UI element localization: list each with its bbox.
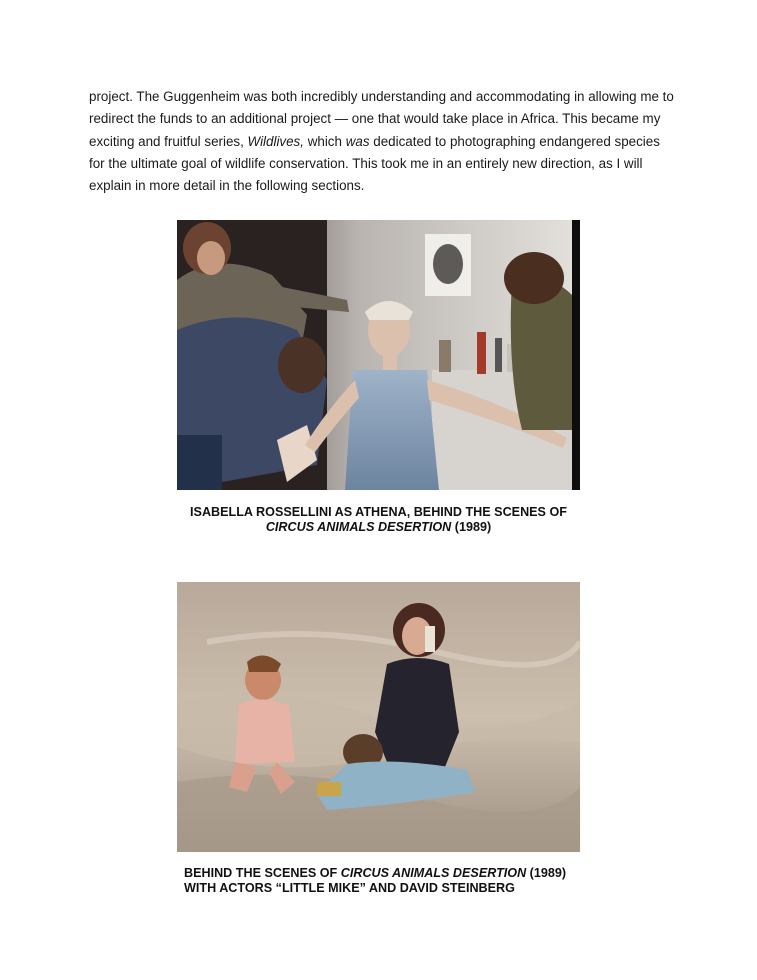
caption-film-title: CIRCUS ANIMALS DESERTION bbox=[265, 520, 452, 534]
caption-year: (1989) bbox=[529, 866, 567, 880]
caption-line bbox=[160, 520, 597, 535]
figure-caption-desert bbox=[184, 866, 604, 896]
paragraph-emphasis: was bbox=[345, 133, 370, 149]
caption-line: WITH ACTORS “LITTLE MIKE” AND DAVID STEINBERG bbox=[184, 881, 515, 895]
caption-prefix: BEHIND THE SCENES OF bbox=[184, 866, 338, 880]
body-paragraph bbox=[89, 86, 679, 197]
paragraph-text-2: which bbox=[307, 133, 342, 149]
figure-caption-athena bbox=[160, 505, 597, 535]
photo-athena-behind-the-scenes bbox=[177, 220, 580, 490]
paragraph-text-3: dedicated to photographing endangered species for the ultimate goal of wildlife conservation. This took me in an entirely new direction, as I will explain in more detail in the following sections. bbox=[89, 133, 660, 194]
caption-film-title: CIRCUS ANIMALS DESERTION bbox=[340, 866, 527, 880]
paragraph-text-1: project. The Guggenheim was both incredibly understanding and accommodating in allowing me to redirect the funds to an additional project — one that would take place in Africa. This became my exciting and fruitful series, bbox=[89, 89, 674, 149]
caption-line: ISABELLA ROSSELLINI AS ATHENA, BEHIND THE SCENES OF bbox=[190, 505, 567, 519]
series-title: Wildlives, bbox=[247, 133, 304, 149]
photo-desert-scene bbox=[177, 582, 580, 852]
caption-line bbox=[184, 866, 604, 881]
caption-year: (1989) bbox=[454, 520, 492, 534]
